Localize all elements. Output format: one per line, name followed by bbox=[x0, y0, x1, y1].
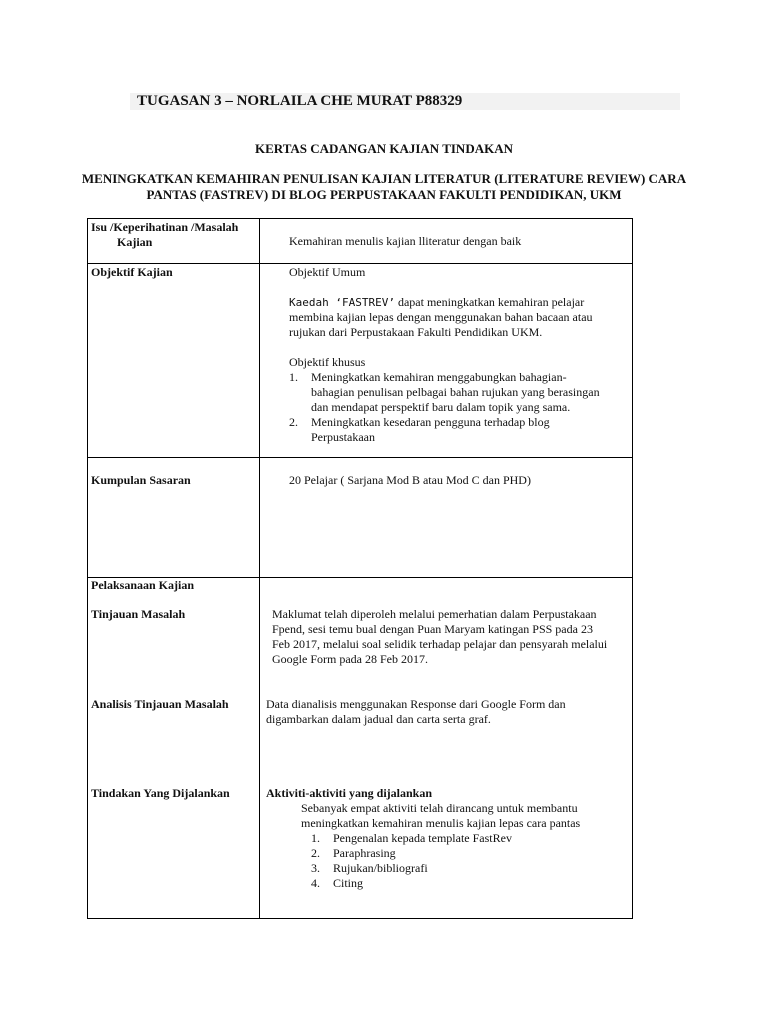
table-border-left bbox=[87, 218, 88, 919]
objektif-khusus-list bbox=[289, 370, 629, 445]
list-item: 1. Pengenalan kepada template FastRev bbox=[311, 831, 512, 845]
table-column-divider bbox=[259, 218, 260, 919]
tinjauan-label: Tinjauan Masalah bbox=[91, 607, 186, 621]
objektif-khusus-title: Objektif khusus bbox=[289, 355, 366, 369]
sasaran-value: 20 Pelajar ( Sarjana Mod B atau Mod C dan PHD) bbox=[289, 473, 531, 487]
table-border-top bbox=[87, 218, 633, 219]
kaedah-fastrev: Kaedah ‘FASTREV’ bbox=[289, 296, 395, 309]
isu-value: Kemahiran menulis kajian lliteratur dengan baik bbox=[289, 234, 522, 248]
tindakan-title: Aktiviti-aktiviti yang dijalankan bbox=[266, 786, 433, 800]
analisis-label: Analisis Tinjauan Masalah bbox=[91, 697, 229, 711]
sasaran-label: Kumpulan Sasaran bbox=[91, 473, 191, 487]
list-item: 3. Rujukan/bibliografi bbox=[311, 861, 428, 875]
list-item: 2. Paraphrasing bbox=[311, 846, 396, 860]
objektif-umum-text: Kaedah ‘FASTREV’ dapat meningkatkan kemahiran pelajar bbox=[289, 295, 585, 309]
table-border-bottom bbox=[87, 918, 633, 919]
tindakan-content: Aktiviti-aktiviti yang dijalankan Sebanyak empat aktiviti telah dirancang untuk membantu meningkatkan kemahiran menulis kajian lepas cara pantas 1. Pengenalan kepada template FastRev 2. Paraphrasing 3. Rujukan/bibliografi 4. Citing bbox=[266, 786, 626, 891]
document-subheading: MENINGKATKAN KEMAHIRAN PENULISAN KAJIAN LITERATUR (LITERATURE REVIEW) CARA PANTAS (FASTREV) DI BLOG PERPUSTAKAAN FAKULTI PENDIDIKAN, UKM bbox=[81, 171, 687, 202]
tindakan-label: Tindakan Yang Dijalankan bbox=[91, 786, 230, 800]
objektif-label: Objektif Kajian bbox=[91, 265, 173, 279]
document-heading: KERTAS CADANGAN KAJIAN TINDAKAN bbox=[254, 141, 513, 156]
list-item: 2. Meningkatkan kesedaran pengguna terhadap blog Perpustakaan bbox=[289, 415, 550, 444]
table-border-right bbox=[632, 218, 633, 919]
objektif-content: Objektif Umum Kaedah ‘FASTREV’ dapat meningkatkan kemahiran pelajar membina kajian lepas dengan menggunakan bahan bacaan atau rujukan dari Perpustakaan Fakulti Pendidikan UKM. Objektif khusus 1. Meningkatkan kemahiran menggabungkan bahagian- bahagian penulisan pelbagai bahan rujukan yang berasingan dan mendapat perspektif baru dalam topik yang sama. 2. Meningkatkan kesedaran pengguna terhadap blog Perpustakaan bbox=[289, 265, 629, 445]
isu-label: Isu /Keperihatinan /Masalah Kajian bbox=[91, 220, 239, 249]
objektif-umum-title: Objektif Umum bbox=[289, 265, 366, 279]
table-row-divider bbox=[87, 263, 633, 264]
list-item: 4. Citing bbox=[311, 876, 364, 890]
list-item: 1. Meningkatkan kemahiran menggabungkan bahagian- bahagian penulisan pelbagai bahan rujukan yang berasingan dan mendapat perspektif baru dalam topik yang sama. bbox=[289, 370, 600, 414]
analisis-value: Data dianalisis menggunakan Response dari Google Form dan digambarkan dalam jadual dan carta serta graf. bbox=[266, 697, 566, 726]
tinjauan-value: Maklumat telah diperoleh melalui pemerhatian dalam Perpustakaan Fpend, sesi temu bual dengan Puan Maryam katingan PSS pada 23 Feb 2017, melalui soal selidik terhadap pelajar dan pensyarah melalui Google Form pada 28 Feb 2017. bbox=[272, 607, 608, 666]
table-row-divider bbox=[87, 457, 633, 458]
pelaksanaan-label: Pelaksanaan Kajian bbox=[91, 578, 195, 592]
aktiviti-list bbox=[301, 831, 626, 891]
assignment-title: TUGASAN 3 – NORLAILA CHE MURAT P88329 bbox=[137, 93, 463, 109]
